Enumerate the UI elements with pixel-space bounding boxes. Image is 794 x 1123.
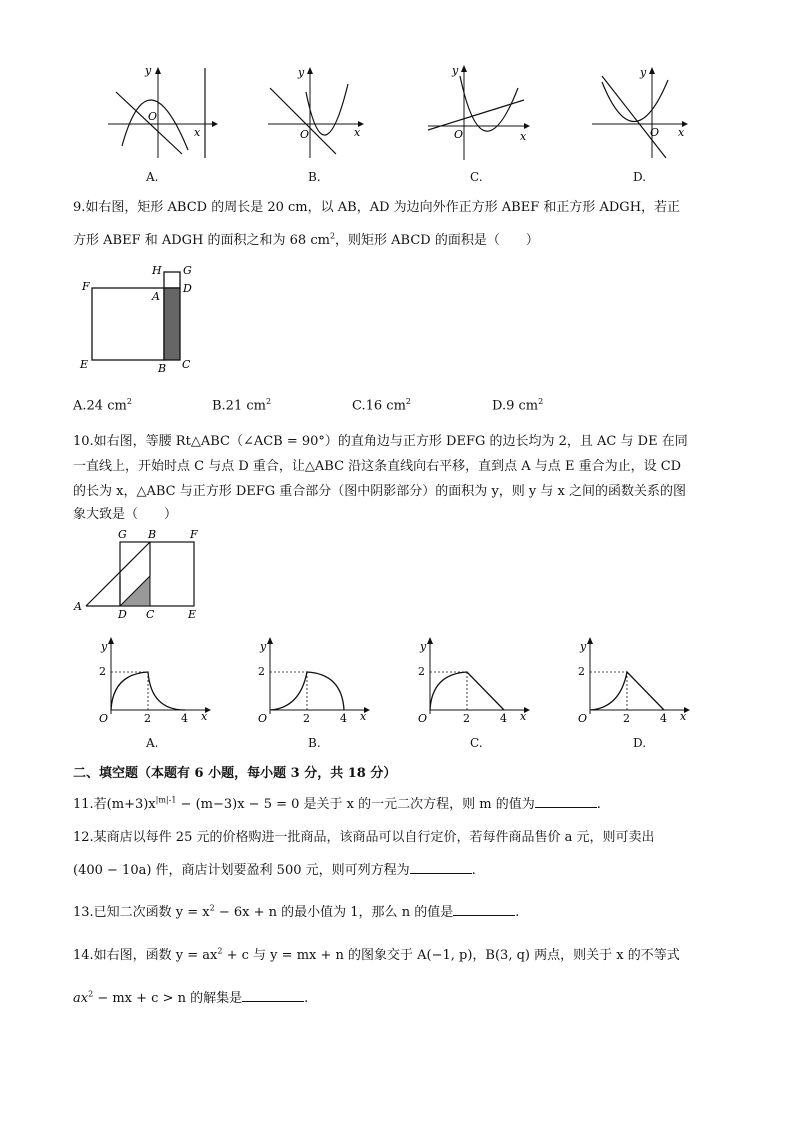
- svg-text:2: 2: [578, 665, 585, 678]
- svg-text:x: x: [360, 710, 367, 723]
- svg-text:y: y: [101, 640, 108, 653]
- svg-text:y: y: [452, 64, 459, 77]
- svg-text:x: x: [680, 710, 687, 723]
- svg-text:y: y: [580, 640, 587, 653]
- q10-graph-a: [95, 632, 219, 724]
- q9-figure: [78, 262, 198, 374]
- svg-text:G: G: [183, 264, 192, 277]
- q12-line-1: 12.某商店以每件 25 元的价格购进一批商品，该商品可以自行定价，若每件商品售价 a 元，则可卖出: [73, 830, 655, 845]
- q13: 13.已知二次函数 $y = x^2 - 6x + n$ 的最小值为 1，那么 n 的值是 .: [73, 903, 520, 920]
- svg-text:2: 2: [99, 665, 106, 678]
- q10-line-1: 10.如右图，等腰 Rt△ABC（∠ACB = 90°）的直角边与正方形 DEFG 的边长均为 2，且 AC 与 DE 在同: [73, 434, 688, 449]
- svg-text:C: C: [146, 608, 155, 621]
- svg-text:D: D: [118, 608, 127, 621]
- svg-text:E: E: [80, 358, 89, 371]
- q11-answer-blank[interactable]: [535, 795, 597, 808]
- q14-line-2: $ax^2$ − mx + c > n 的解集是 .: [73, 989, 309, 1006]
- svg-text:y: y: [298, 66, 305, 79]
- q8-graph-b: [262, 62, 372, 162]
- svg-text:D: D: [183, 282, 192, 295]
- svg-text:H: H: [152, 264, 162, 277]
- svg-text:2: 2: [144, 712, 151, 724]
- svg-text:2: 2: [418, 665, 425, 678]
- axis-x-label: x: [194, 126, 201, 139]
- q9-option-a[interactable]: A.24 $cm^2$: [73, 397, 132, 414]
- svg-text:2: 2: [463, 712, 470, 724]
- q9-option-d[interactable]: D.9 $cm^2$: [492, 397, 544, 414]
- svg-text:O: O: [300, 128, 310, 141]
- svg-text:O: O: [258, 712, 268, 724]
- svg-text:E: E: [188, 608, 197, 621]
- q11: 11.若$(m+3)x^{|m|-1} - (m-3)x - 5 = 0$ 是关于 x 的一元二次方程，则 m 的值为 .: [73, 795, 601, 812]
- q10-option-b[interactable]: B.: [308, 736, 321, 750]
- svg-text:2: 2: [623, 712, 630, 724]
- svg-text:y: y: [260, 640, 267, 653]
- svg-text:4: 4: [181, 712, 188, 724]
- svg-text:G: G: [118, 528, 127, 541]
- q9-line-1: 9.如右图，矩形 ABCD 的周长是 20 cm，以 AB，AD 为边向外作正方形 ABEF 和正方形 ADGH，若正: [73, 200, 681, 215]
- svg-text:4: 4: [340, 712, 347, 724]
- svg-text:O: O: [418, 712, 428, 724]
- q10-line-2: 一直线上，开始时点 C 与点 D 重合，让△ABC 沿这条直线向右平移，直到点 A 与点 E 重合为止，设 CD: [73, 459, 682, 474]
- svg-text:x: x: [678, 126, 685, 139]
- q8-graph-c: [422, 60, 534, 162]
- origin-label: O: [148, 110, 158, 123]
- svg-text:B: B: [148, 528, 157, 541]
- q9-option-b[interactable]: B.21 $cm^2$: [212, 397, 272, 414]
- q12-answer-blank[interactable]: [410, 861, 472, 874]
- q14-answer-blank[interactable]: [242, 989, 304, 1002]
- svg-text:y: y: [640, 66, 647, 79]
- svg-text:2: 2: [258, 665, 265, 678]
- svg-text:C: C: [182, 358, 191, 371]
- q12-line-2: (400 − 10a) 件，商店计划要盈利 500 元，则可列方程为 .: [73, 863, 476, 878]
- q10-graph-c: [414, 632, 538, 724]
- q10-option-a[interactable]: A.: [146, 736, 159, 750]
- svg-text:4: 4: [660, 712, 667, 724]
- axis-y-label: y: [145, 64, 152, 77]
- svg-text:F: F: [82, 280, 90, 293]
- q10-line-4: 象大致是（ ）: [73, 507, 178, 522]
- q10-option-c[interactable]: C.: [470, 736, 483, 750]
- svg-text:O: O: [650, 126, 660, 139]
- q8-graph-d: [586, 62, 694, 162]
- section-2-heading: 二、填空题（本题有 6 小题，每小题 3 分，共 18 分）: [73, 766, 397, 781]
- svg-text:x: x: [201, 710, 208, 723]
- svg-text:4: 4: [500, 712, 507, 724]
- svg-text:B: B: [158, 362, 167, 374]
- svg-text:x: x: [354, 126, 361, 139]
- svg-text:x: x: [520, 710, 527, 723]
- q13-answer-blank[interactable]: [453, 903, 515, 916]
- q10-figure: [72, 526, 208, 622]
- q10-line-3: 的长为 x，△ABC 与正方形 DEFG 重合部分（图中阴影部分）的面积为 y，则 y 与 x 之间的函数关系的图: [73, 484, 686, 499]
- q10-option-d[interactable]: D.: [633, 736, 647, 750]
- svg-text:O: O: [578, 712, 588, 724]
- svg-text:x: x: [520, 130, 527, 143]
- q10-graph-b: [254, 632, 378, 724]
- svg-text:y: y: [420, 640, 427, 653]
- svg-text:A: A: [74, 600, 82, 613]
- q14-line-1: 14.如右图，函数 $y = ax^2 + c$ 与 y = mx + n 的图象交于 A(−1, p)，B(3, q) 两点，则关于 x 的不等式: [73, 946, 680, 963]
- q8-graph-a: [100, 62, 220, 162]
- q8-option-b[interactable]: B.: [308, 170, 321, 184]
- svg-text:O: O: [454, 128, 464, 141]
- svg-text:F: F: [190, 528, 198, 541]
- q9-line-2: 方形 ABEF 和 ADGH 的面积之和为 68 $cm^2$，则矩形 ABCD 的面积是（ ）: [73, 231, 539, 248]
- svg-text:O: O: [99, 712, 109, 724]
- q9-option-c[interactable]: C.16 $cm^2$: [352, 397, 411, 414]
- svg-text:2: 2: [303, 712, 310, 724]
- q8-option-c[interactable]: C.: [470, 170, 483, 184]
- q8-option-d[interactable]: D.: [633, 170, 647, 184]
- q10-graph-d: [574, 632, 698, 724]
- svg-text:A: A: [152, 290, 160, 303]
- q8-option-a[interactable]: A.: [146, 170, 159, 184]
